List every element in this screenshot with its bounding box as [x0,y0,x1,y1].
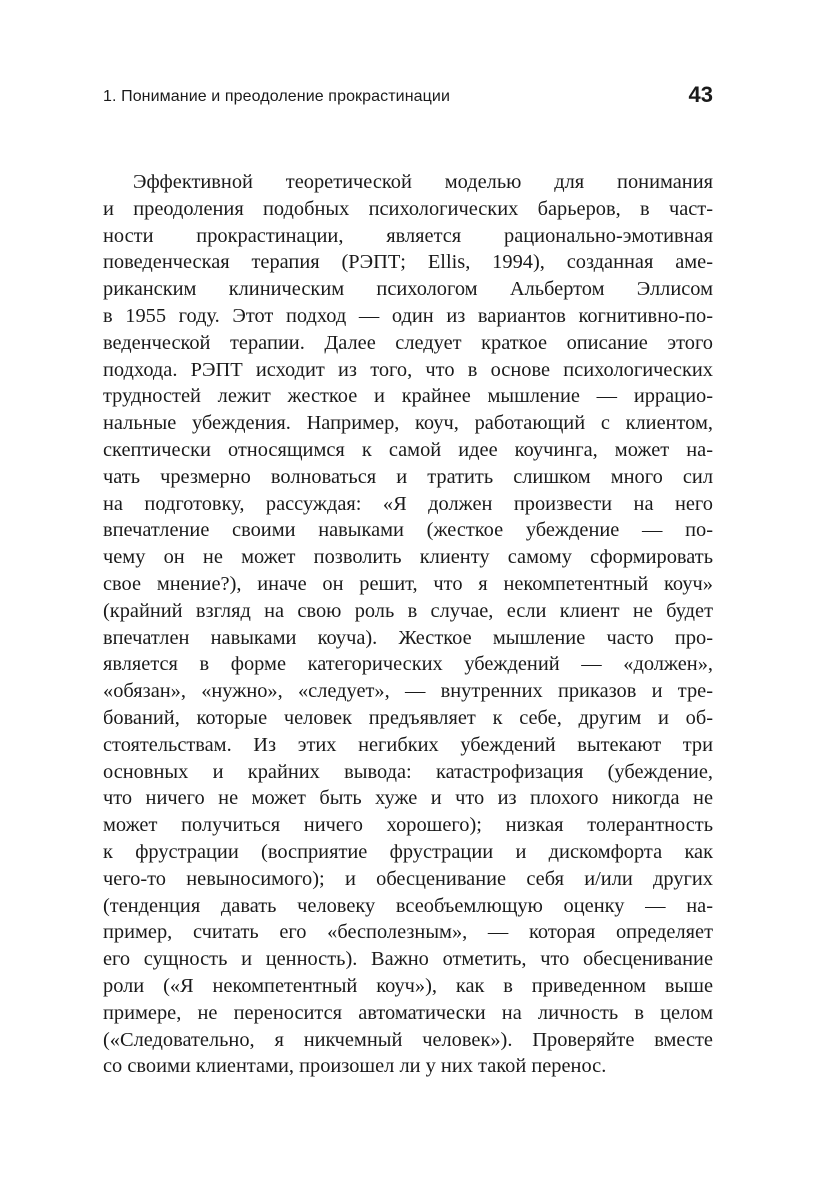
text-line: может получиться ничего хорошего); низкая толерантность [103,814,713,837]
page-number: 43 [688,82,713,107]
text-line: подхода. РЭПТ исходит из того, что в основе психологических [103,358,713,381]
text-line: что ничего не может быть хуже и что из плохого никогда не [103,787,713,810]
text-line: впечатлен навыками коуча). Жесткое мышление часто про- [103,626,713,649]
body-paragraph [103,169,713,1080]
text-line: скептически относящимся к самой идее коучинга, может на- [103,438,713,461]
text-line: трудностей лежит жесткое и крайнее мышление — иррацио- [103,385,713,408]
text-line: стоятельствам. Из этих негибких убеждений вытекают три [103,733,713,756]
text-line: нальные убеждения. Например, коуч, работающий с клиентом, [103,412,713,435]
text-line: впечатление своими навыками (жесткое убеждение — по- [103,519,713,542]
text-line: к фрустрации (восприятие фрустрации и дискомфорта как [103,840,713,863]
text-line: является в форме категорических убеждений — «должен», [103,653,713,676]
text-line: пример, считать его «бесполезным», — которая определяет [103,921,713,944]
text-line: в 1955 году. Этот подход — один из вариантов когнитивно-по- [103,304,713,327]
text-line: на подготовку, рассуждая: «Я должен произвести на него [103,492,713,515]
text-line: Эффективной теоретической моделью для понимания [133,171,713,193]
text-line: примере, не переносится автоматически на личность в целом [103,1001,713,1024]
text-line: чего-то невыносимого); и обесценивание себя и/или других [103,867,713,890]
text-line: чему он не может позволить клиенту самому сформировать [103,546,713,569]
text-line: бований, которые человек предъявляет к себе, другим и об- [103,706,713,729]
text-line: «обязан», «нужно», «следует», — внутренних приказов и тре- [103,680,713,703]
text-line: («Следовательно, я никчемный человек»). Проверяйте вместе [103,1028,713,1051]
chapter-title: 1. Понимание и преодоление прокрастинации [103,88,450,105]
text-line: поведенческая терапия (РЭПТ; Ellis, 1994), созданная аме- [103,251,713,274]
text-line: веденческой терапии. Далее следует краткое описание этого [103,331,713,354]
text-line: (крайний взгляд на свою роль в случае, если клиент не будет [103,599,713,622]
running-header [103,82,713,112]
text-line: роли («Я некомпетентный коуч»), как в приведенном выше [103,974,713,997]
text-line: свое мнение?), иначе он решит, что я некомпетентный коуч» [103,572,713,595]
text-line: (тенденция давать человеку всеобъемлющую оценку — на- [103,894,713,917]
text-line: чать чрезмерно волноваться и тратить слишком много сил [103,465,713,488]
text-line: и преодоления подобных психологических барьеров, в част- [103,197,713,220]
text-line: ности прокрастинации, является рационально-эмотивная [103,224,713,247]
text-line: основных и крайних вывода: катастрофизация (убеждение, [103,760,713,783]
text-line: его сущность и ценность). Важно отметить, что обесценивание [103,948,713,971]
text-line: со своими клиентами, произошел ли у них такой перенос. [103,1055,607,1078]
text-line: риканским клиническим психологом Альбертом Эллисом [103,278,713,301]
